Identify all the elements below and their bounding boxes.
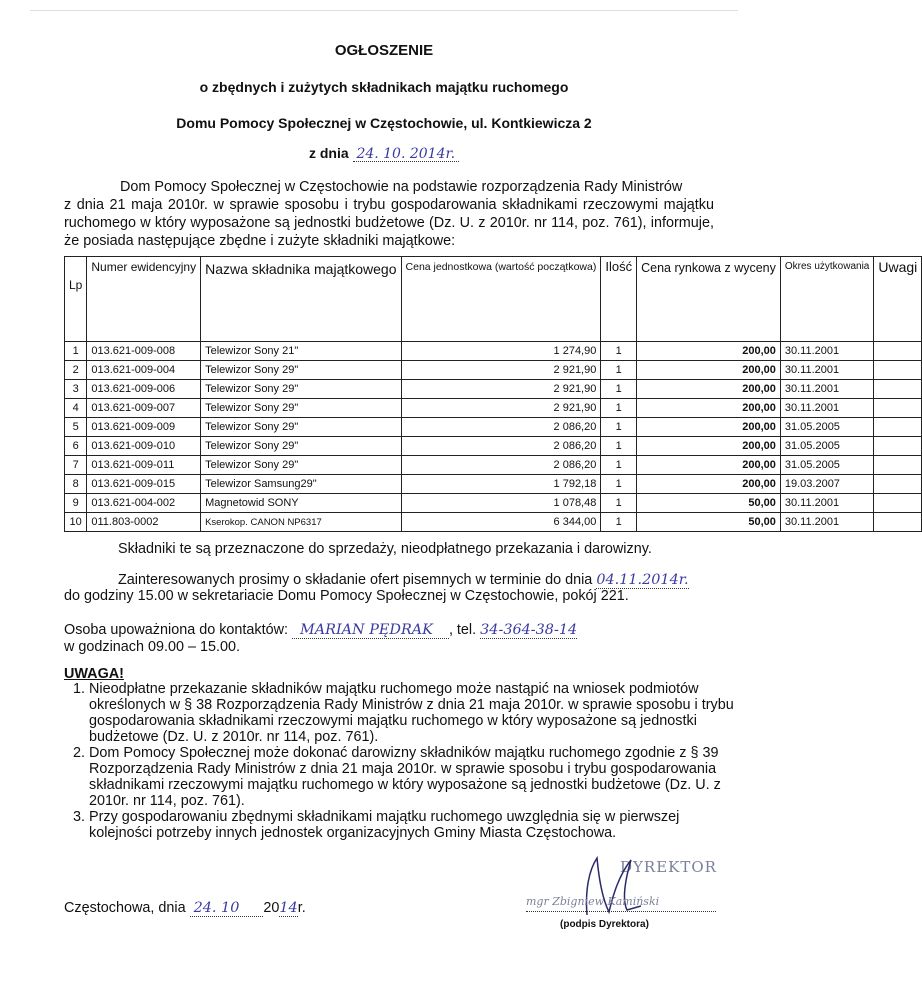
row-unit-price: 2 086,20 — [401, 418, 601, 437]
row-unit-price: 2 921,90 — [401, 380, 601, 399]
row-period: 30.11.2001 — [780, 399, 873, 418]
intro-first-line: Dom Pomocy Społecznej w Częstochowie na podstawie rozporządzenia Rady Ministrów — [120, 179, 683, 195]
row-name: Telewizor Sony 29" — [201, 361, 401, 380]
row-unit-price: 2 921,90 — [401, 399, 601, 418]
offers-hours-line: do godziny 15.00 w sekretariacie Domu Pomocy Społecznej w Częstochowie, pokój 221. — [64, 588, 629, 604]
row-notes — [874, 513, 922, 532]
row-period: 30.11.2001 — [780, 380, 873, 399]
row-period: 30.11.2001 — [780, 361, 873, 380]
row-qty: 1 — [601, 399, 637, 418]
row-period: 31.05.2005 — [780, 437, 873, 456]
date-line — [0, 145, 768, 162]
row-qty: 1 — [601, 342, 637, 361]
row-lp: 10 — [65, 513, 87, 532]
row-number: 013.621-009-009 — [87, 418, 201, 437]
row-lp: 2 — [65, 361, 87, 380]
row-market-price: 200,00 — [637, 399, 781, 418]
notice-item: 1. Nieodpłatne przekazanie składników majątku ruchomego może nastąpić na wniosek podmiotów określonych w § 38 Rozporządzenia Rady Ministrów z dnia 21 maja 2010r. w sprawie sposobu i trybu gospodarowania składnikami rzeczowymi majątku ruchomego w który wyposażone są jednostki budżetowe (Dz. U. z 2010r. nr 114, poz. 761). — [89, 681, 739, 745]
row-number: 011.803-0002 — [87, 513, 201, 532]
header-period: Okres użytkowania — [780, 257, 873, 342]
header-qty: Ilość — [601, 257, 637, 342]
table-row — [65, 494, 922, 513]
row-market-price: 200,00 — [637, 380, 781, 399]
row-lp: 4 — [65, 399, 87, 418]
row-lp: 3 — [65, 380, 87, 399]
row-period: 30.11.2001 — [780, 513, 873, 532]
director-stamp: DYREKTOR — [620, 858, 717, 876]
row-number: 013.621-009-015 — [87, 475, 201, 494]
row-name: Telewizor Sony 29" — [201, 437, 401, 456]
row-unit-price: 2 086,20 — [401, 456, 601, 475]
row-qty: 1 — [601, 456, 637, 475]
row-unit-price: 1 274,90 — [401, 342, 601, 361]
row-qty: 1 — [601, 361, 637, 380]
row-notes — [874, 456, 922, 475]
row-lp: 9 — [65, 494, 87, 513]
year-suffix: r. — [297, 900, 306, 916]
header-number: Numer ewidencyjny — [87, 257, 201, 342]
row-qty: 1 — [601, 513, 637, 532]
intro-paragraph — [64, 178, 714, 250]
row-name: Kserokop. CANON NP6317 — [201, 513, 401, 532]
signature-caption: (podpis Dyrektora) — [560, 919, 649, 930]
handwritten-footer-date: 24. 10 — [193, 900, 240, 916]
row-lp: 7 — [65, 456, 87, 475]
row-number: 013.621-004-002 — [87, 494, 201, 513]
table-row — [65, 513, 922, 532]
row-unit-price: 2 086,20 — [401, 437, 601, 456]
contact-person-field — [292, 622, 449, 639]
table-row — [65, 475, 922, 494]
row-notes — [874, 399, 922, 418]
handwritten-contact-person: MARIAN PĘDRAK — [300, 622, 433, 638]
row-notes — [874, 380, 922, 399]
header-lp: Lp — [65, 257, 87, 342]
contact-label: Osoba upoważniona do kontaktów: — [64, 622, 289, 638]
row-qty: 1 — [601, 475, 637, 494]
row-market-price: 200,00 — [637, 342, 781, 361]
top-border-line — [30, 10, 738, 11]
date-dotted-field — [353, 145, 459, 162]
row-period: 19.03.2007 — [780, 475, 873, 494]
place-date-line — [64, 900, 306, 916]
row-lp: 6 — [65, 437, 87, 456]
row-number: 013.621-009-008 — [87, 342, 201, 361]
tel-label: , tel. — [448, 622, 477, 638]
handwritten-year: 14 — [279, 900, 298, 916]
document-subtitle: o zbędnych i zużytych składnikach majątku ruchomego — [199, 79, 569, 95]
row-market-price: 50,00 — [637, 513, 781, 532]
row-lp: 5 — [65, 418, 87, 437]
row-lp: 1 — [65, 342, 87, 361]
row-notes — [874, 342, 922, 361]
row-notes — [874, 475, 922, 494]
row-notes — [874, 437, 922, 456]
date-prefix: z dnia — [308, 145, 349, 161]
row-market-price: 200,00 — [637, 456, 781, 475]
row-unit-price: 6 344,00 — [401, 513, 601, 532]
row-period: 31.05.2005 — [780, 456, 873, 475]
table-row — [65, 456, 922, 475]
intro-rest: z dnia 21 maja 2010r. w sprawie sposobu i trybu gospodarowania składnikami rzeczowymi majątku ruchomego w który wyposażone są jednostki budżetowe (Dz. U. z 2010r. nr 114, poz. 761), informuje, że posiada następujące zbędne i zużyte składniki majątkowe: — [64, 197, 714, 249]
notice-list — [64, 681, 739, 841]
purpose-statement: Składniki te są przeznaczone do sprzedaży, nieodpłatnego przekazania i darowizny. — [118, 541, 652, 557]
table-header-row — [65, 257, 922, 342]
row-name: Telewizor Sony 29" — [201, 456, 401, 475]
institution-line: Domu Pomocy Społecznej w Częstochowie, ul. Kontkiewicza 2 — [176, 115, 592, 131]
row-unit-price: 2 921,90 — [401, 361, 601, 380]
tel-field — [480, 622, 577, 639]
row-period: 30.11.2001 — [780, 494, 873, 513]
table-row — [65, 380, 922, 399]
row-name: Magnetowid SONY — [201, 494, 401, 513]
table-row — [65, 437, 922, 456]
row-name: Telewizor Sony 21" — [201, 342, 401, 361]
row-market-price: 200,00 — [637, 361, 781, 380]
header-name: Nazwa składnika majątkowego — [201, 257, 401, 342]
footer-date-field — [190, 900, 264, 917]
row-name: Telewizor Sony 29" — [201, 399, 401, 418]
row-market-price: 200,00 — [637, 475, 781, 494]
offers-text: Zainteresowanych prosimy o składanie ofert pisemnych w terminie do dnia — [118, 572, 593, 588]
document-title: OGŁOSZENIE — [334, 42, 434, 59]
row-qty: 1 — [601, 380, 637, 399]
notice-title: UWAGA! — [64, 666, 124, 682]
handwritten-tel: 34-364-38-14 — [480, 622, 578, 638]
row-number: 013.621-009-007 — [87, 399, 201, 418]
row-number: 013.621-009-010 — [87, 437, 201, 456]
header-market-price: Cena rynkowa z wyceny — [637, 257, 781, 342]
table-row — [65, 361, 922, 380]
table-row — [65, 418, 922, 437]
row-qty: 1 — [601, 418, 637, 437]
row-notes — [874, 418, 922, 437]
handwritten-deadline: 04.11.2014r. — [596, 572, 689, 588]
row-lp: 8 — [65, 475, 87, 494]
row-name: Telewizor Samsung29" — [201, 475, 401, 494]
contact-line — [64, 621, 714, 639]
table-row — [65, 399, 922, 418]
place-date-label: Częstochowa, dnia — [64, 900, 186, 916]
row-number: 013.621-009-004 — [87, 361, 201, 380]
row-number: 013.621-009-006 — [87, 380, 201, 399]
header-unit-price: Cena jednostkowa (wartość początkowa) — [401, 257, 601, 342]
header-notes: Uwagi — [874, 257, 922, 342]
row-period: 31.05.2005 — [780, 418, 873, 437]
handwritten-date: 24. 10. 2014r. — [356, 146, 456, 162]
row-market-price: 50,00 — [637, 494, 781, 513]
row-market-price: 200,00 — [637, 418, 781, 437]
row-number: 013.621-009-011 — [87, 456, 201, 475]
row-notes — [874, 494, 922, 513]
table-row — [65, 342, 922, 361]
row-notes — [874, 361, 922, 380]
notice-item: 3. Przy gospodarowaniu zbędnymi składnikami majątku ruchomego uwzględnia się w pierwszej kolejności potrzeby innych jednostek organizacyjnych Gminy Miasta Częstochowa. — [89, 809, 739, 841]
assets-table — [64, 256, 922, 532]
row-market-price: 200,00 — [637, 437, 781, 456]
table-body — [65, 342, 922, 532]
row-name: Telewizor Sony 29" — [201, 418, 401, 437]
row-qty: 1 — [601, 437, 637, 456]
stamp-name: mgr Zbigniew Kamiński — [526, 895, 716, 912]
notice-item: 2. Dom Pomocy Społecznej może dokonać darowizny składników majątku ruchomego zgodnie z § 39 Rozporządzenia Rady Ministrów z dnia 21 maja 2010r. w sprawie sposobu i trybu gospodarowania składnikami rzeczowymi majątku ruchomego w który wyposażone są jednostki budżetowe (Dz. U. z 2010r. nr 114, poz. 761). — [89, 745, 739, 809]
year-prefix: 20 — [263, 900, 280, 916]
row-qty: 1 — [601, 494, 637, 513]
row-unit-price: 1 792,18 — [401, 475, 601, 494]
row-period: 30.11.2001 — [780, 342, 873, 361]
contact-hours: w godzinach 09.00 – 15.00. — [64, 639, 241, 655]
row-name: Telewizor Sony 29" — [201, 380, 401, 399]
row-unit-price: 1 078,48 — [401, 494, 601, 513]
